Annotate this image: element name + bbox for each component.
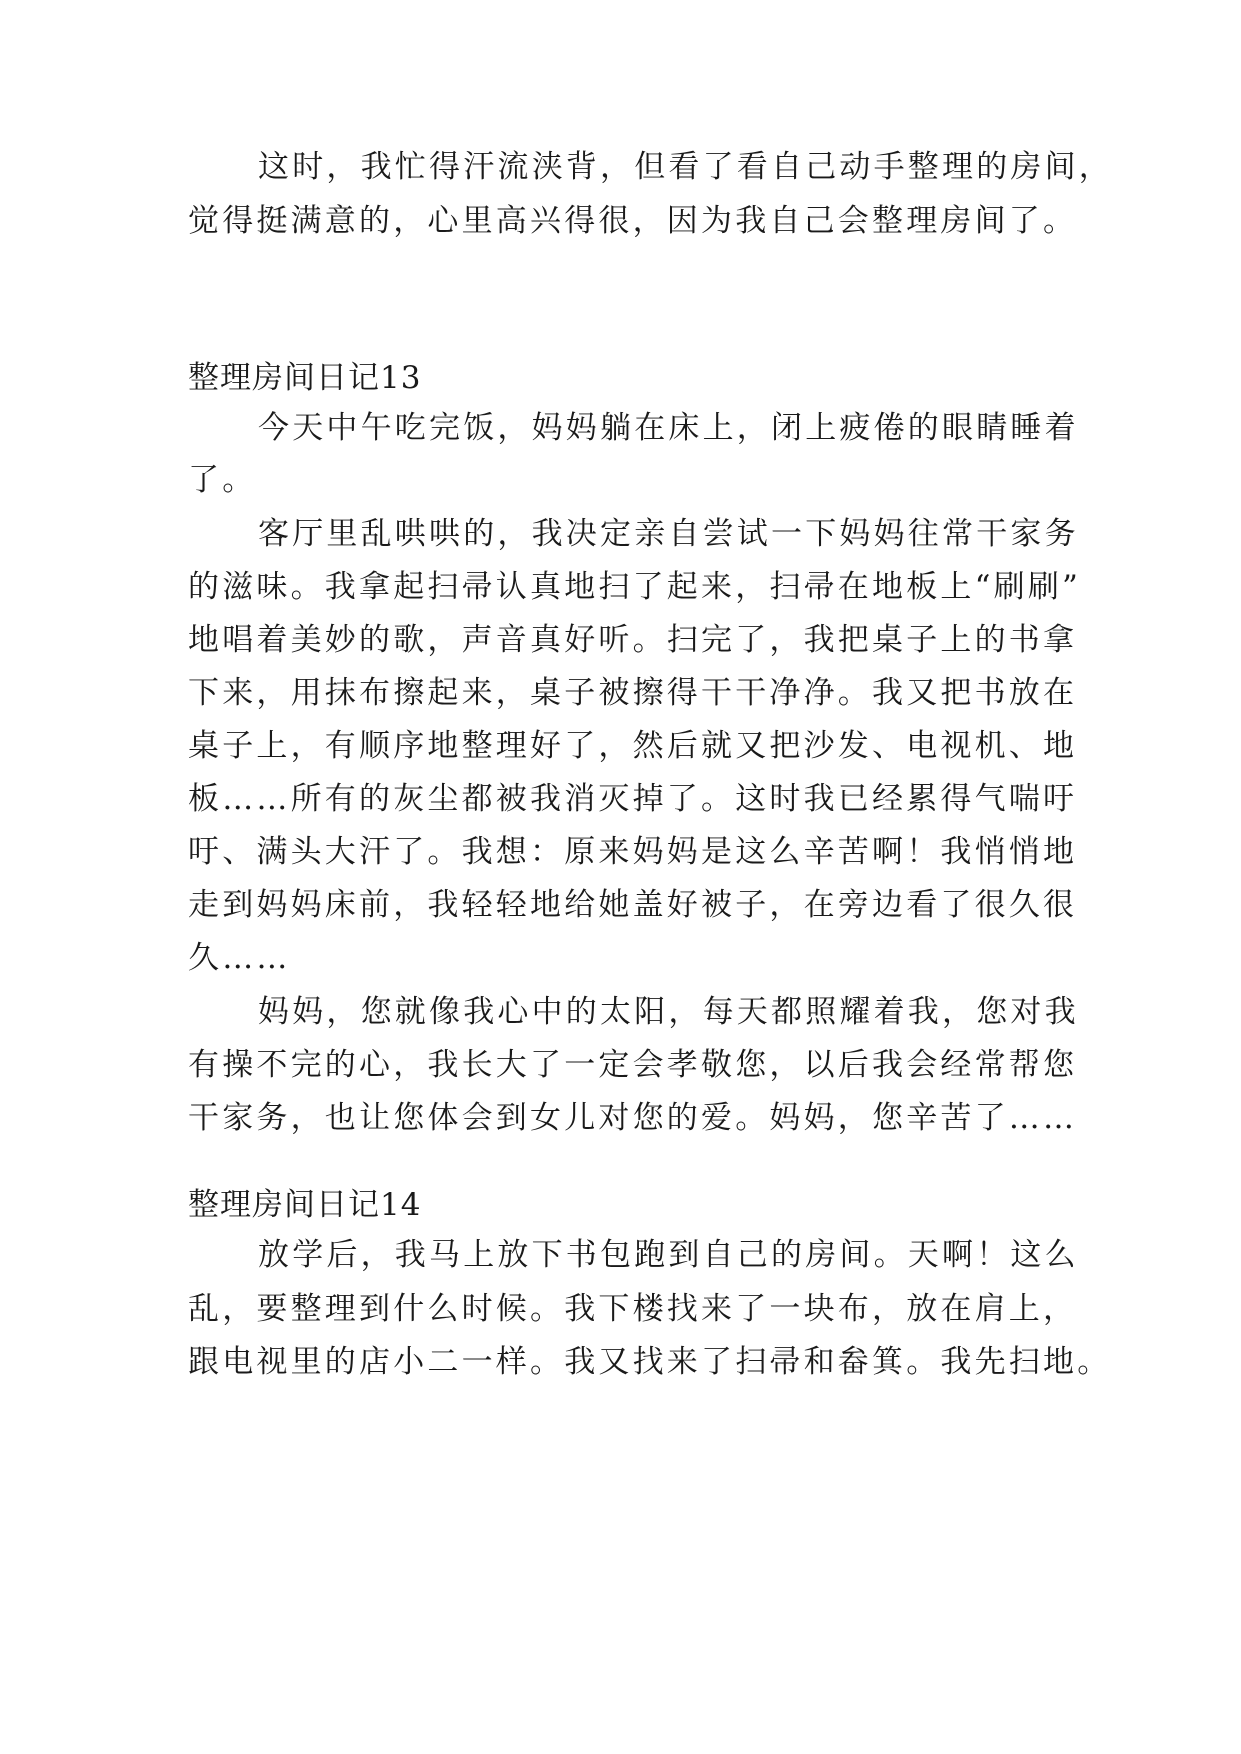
text-line: 有操不完的心，我长大了一定会孝敬您，以后我会经常帮您 — [188, 1047, 1078, 1083]
text-line: 久…… — [188, 940, 291, 976]
text-line: 了。 — [188, 462, 257, 498]
text-line: 客厅里乱哄哄的，我决定亲自尝试一下妈妈往常干家务 — [258, 516, 1079, 552]
text-line: 跟电视里的店小二一样。我又找来了扫帚和畚箕。我先扫地。 — [188, 1344, 1112, 1380]
text-line: 这时，我忙得汗流浃背，但看了看自己动手整理的房间， — [258, 149, 1113, 185]
text-line: 吁、满头大汗了。我想：原来妈妈是这么辛苦啊！我悄悄地 — [188, 834, 1078, 870]
text-line: 乱，要整理到什么时候。我下楼找来了一块布，放在肩上， — [188, 1291, 1078, 1327]
text-line: 的滋味。我拿起扫帚认真地扫了起来，扫帚在地板上“刷刷” — [188, 569, 1082, 605]
section-title: 整理房间日记14 — [188, 1187, 422, 1223]
text-line: 板……所有的灰尘都被我消灭掉了。这时我已经累得气喘吁 — [188, 781, 1078, 817]
text-line: 放学后，我马上放下书包跑到自己的房间。天啊！这么 — [258, 1237, 1079, 1273]
text-line: 今天中午吃完饭，妈妈躺在床上，闭上疲倦的眼睛睡着 — [258, 410, 1079, 446]
section-title: 整理房间日记13 — [188, 360, 422, 396]
text-line: 桌子上，有顺序地整理好了，然后就又把沙发、电视机、地 — [188, 728, 1078, 764]
text-line: 地唱着美妙的歌，声音真好听。扫完了，我把桌子上的书拿 — [188, 622, 1078, 658]
text-line: 走到妈妈床前，我轻轻地给她盖好被子，在旁边看了很久很 — [188, 887, 1078, 923]
text-line: 干家务，也让您体会到女儿对您的爱。妈妈，您辛苦了…… — [188, 1100, 1078, 1136]
text-line: 妈妈，您就像我心中的太阳，每天都照耀着我，您对我 — [258, 994, 1079, 1030]
text-line: 下来，用抹布擦起来，桌子被擦得干干净净。我又把书放在 — [188, 675, 1078, 711]
text-line: 觉得挺满意的，心里高兴得很，因为我自己会整理房间了。 — [188, 203, 1078, 239]
